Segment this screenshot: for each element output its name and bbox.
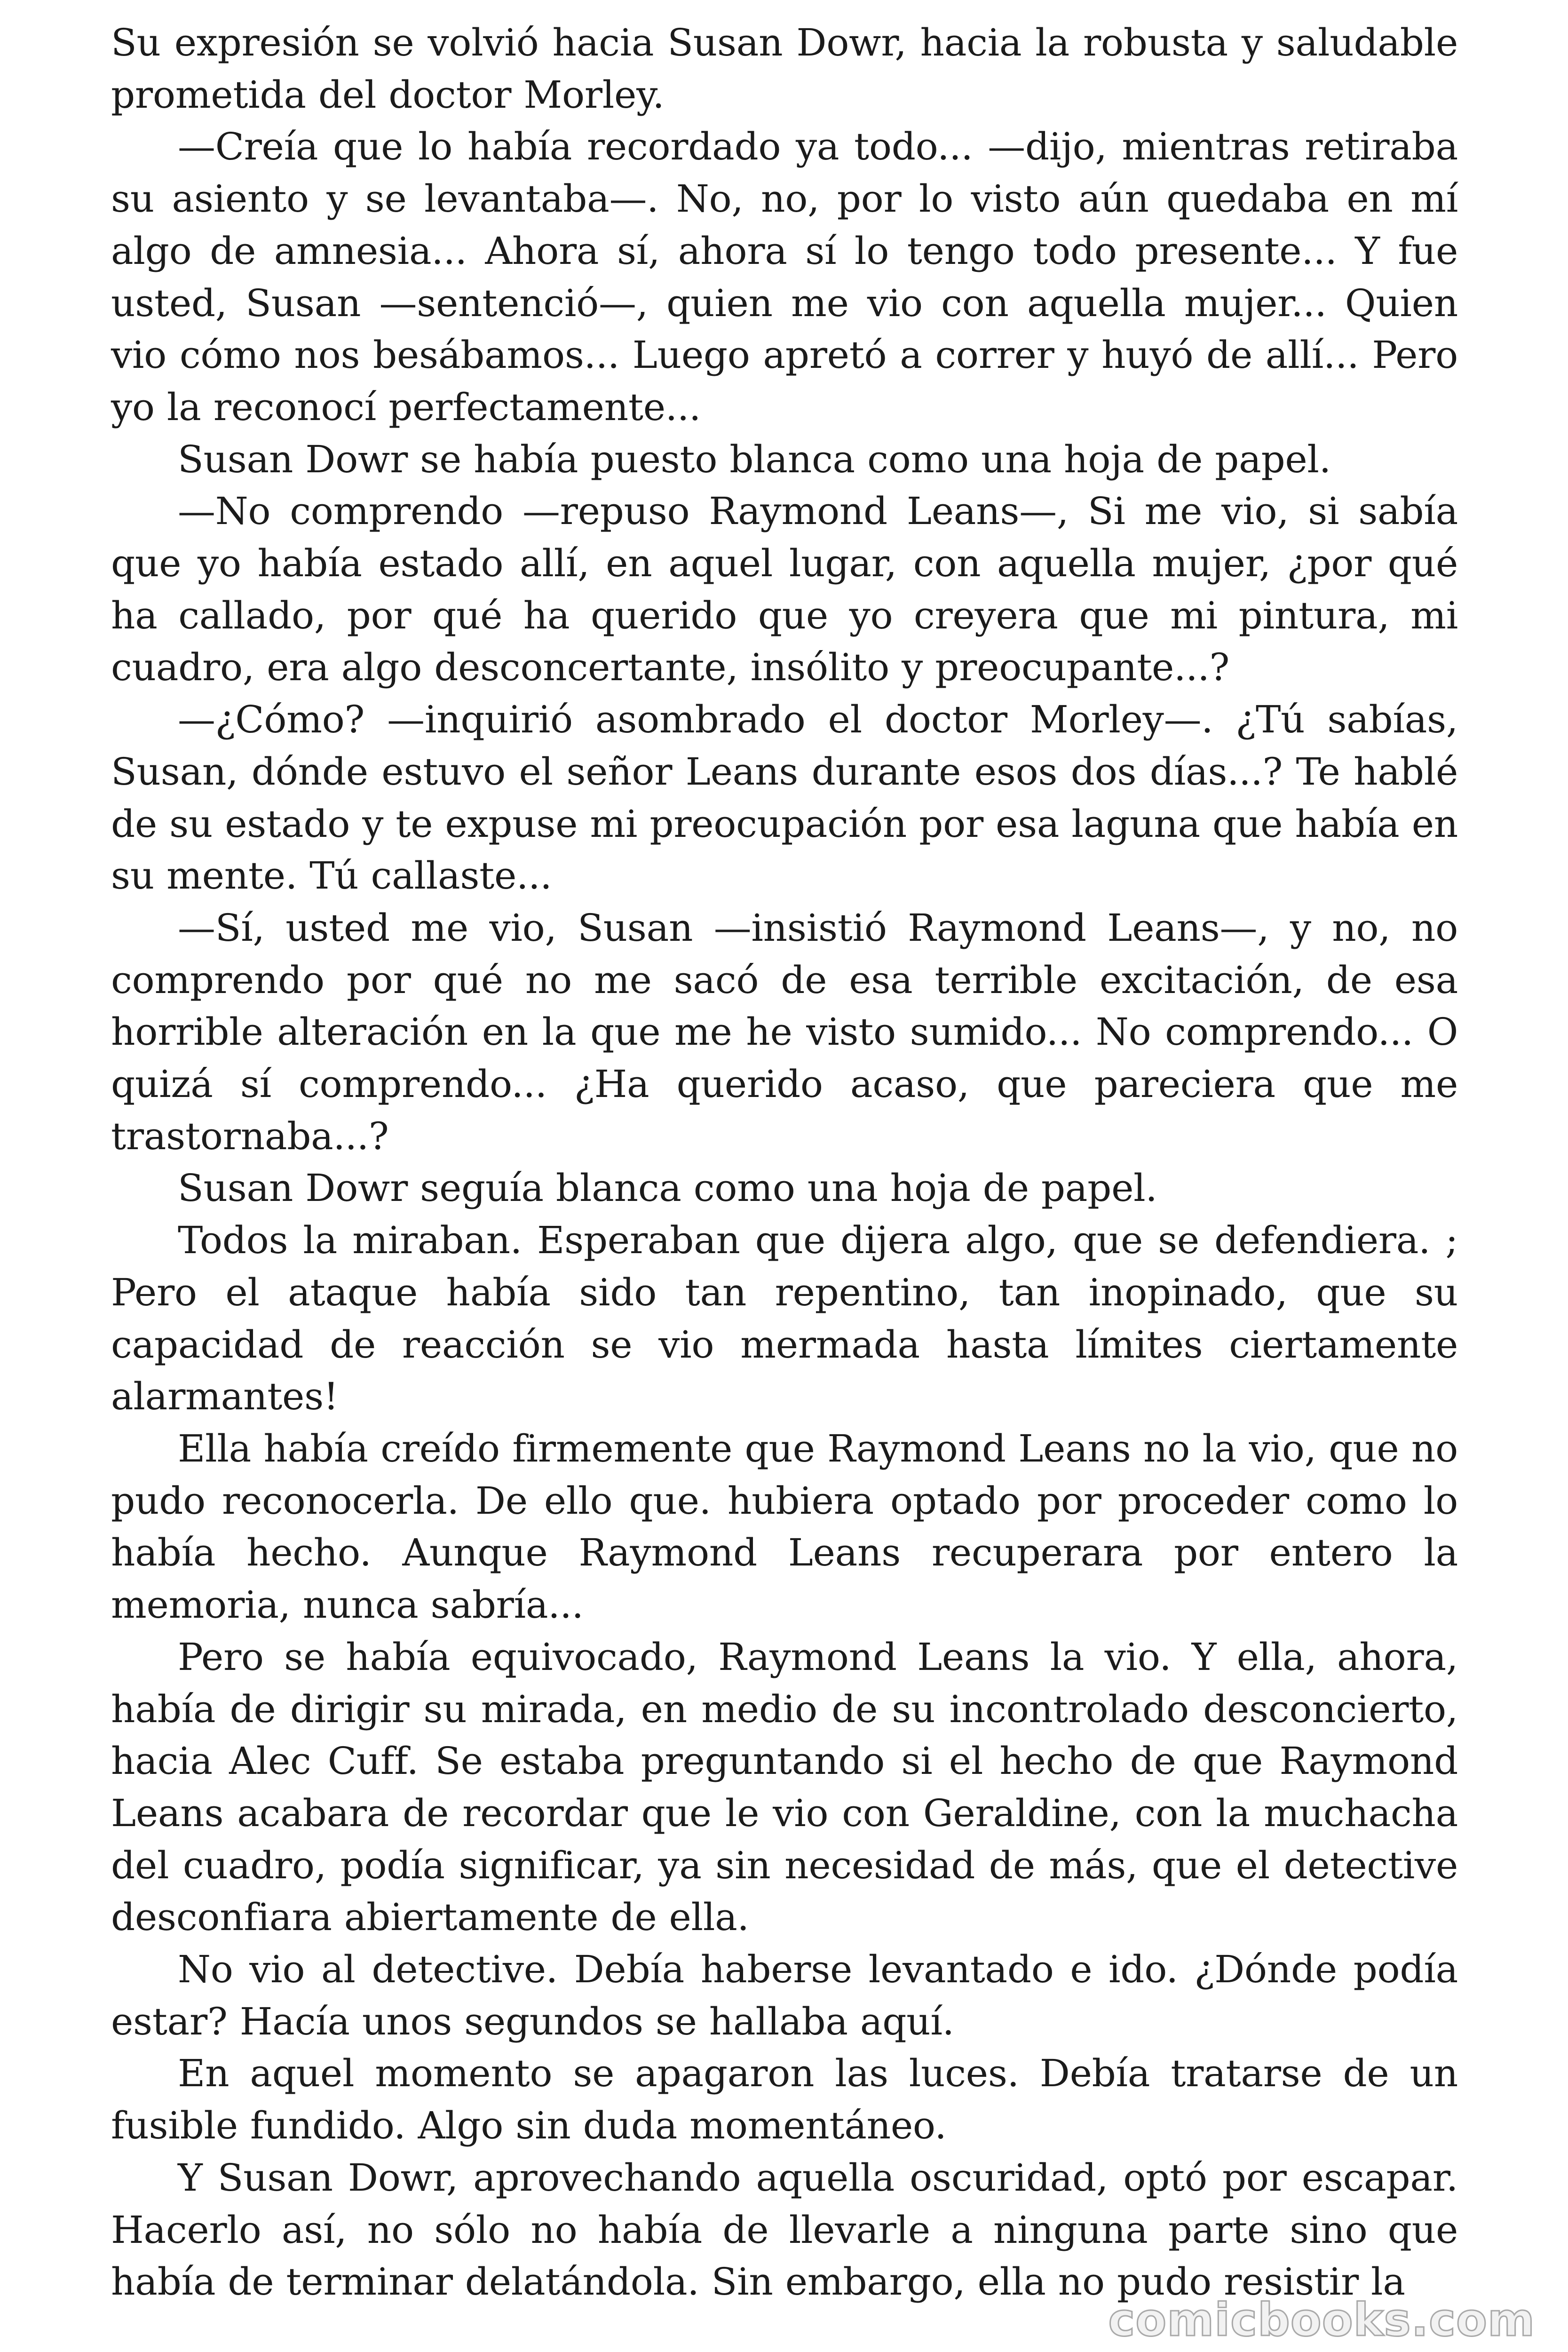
- paragraph: Ella había creído firmemente que Raymond Leans no la vio, que no pudo reconocerla. De ello que. hubiera optado por proceder como lo había hecho. Aunque Raymond Leans recuperara por entero la memoria, nunca sabría...: [111, 1426, 1458, 1627]
- paragraph: No vio al detective. Debía haberse levantado e ido. ¿Dónde podía estar? Hacía unos segundos se hallaba aquí.: [111, 1947, 1458, 2043]
- paragraph: Su expresión se volvió hacia Susan Dowr, hacia la robusta y saludable prometida del doctor Morley.: [111, 21, 1458, 117]
- paragraph: —¿Cómo? —inquirió asombrado el doctor Morley—. ¿Tú sabías, Susan, dónde estuvo el señor Leans durante esos dos días...? Te hablé de su estado y te expuse mi preocupación por esa laguna que había en su mente. Tú callaste...: [111, 698, 1458, 898]
- page-body-text: [111, 17, 1458, 2308]
- watermark: comicbooks.com: [1108, 2294, 1535, 2346]
- paragraph: Pero se había equivocado, Raymond Leans la vio. Y ella, ahora, había de dirigir su mirada, en medio de su incontrolado desconcierto, hacia Alec Cuff. Se estaba preguntando si el hecho de que Raymond Leans acabara de recordar que le vio con Geraldine, con la muchacha del cuadro, podía significar, ya sin necesidad de más, que el detective desconfiara abiertamente de ella.: [111, 1635, 1458, 1939]
- paragraph: Y Susan Dowr, aprovechando aquella oscuridad, optó por escapar. Hacerlo así, no sólo no había de llevarle a ninguna parte sino que había de terminar delatándola. Sin embargo, ella no pudo resistir la: [111, 2155, 1458, 2304]
- paragraph: —Sí, usted me vio, Susan —insistió Raymond Leans—, y no, no comprendo por qué no me sacó de esa terrible excitación, de esa horrible alteración en la que me he visto sumido... No comprendo... O quizá sí comprendo... ¿Ha querido acaso, que pareciera que me trastornaba...?: [111, 906, 1458, 1158]
- paragraph: —Creía que lo había recordado ya todo... —dijo, mientras retiraba su asiento y se levantaba—. No, no, por lo visto aún quedaba en mí algo de amnesia... Ahora sí, ahora sí lo tengo todo presente... Y fue usted, Susan —sentenció—, quien me vio con aquella mujer... Quien vio cómo nos besábamos... Luego apretó a correr y huyó de allí... Pero yo la reconocí perfectamente...: [111, 125, 1458, 429]
- paragraph: Susan Dowr se había puesto blanca como una hoja de papel.: [178, 437, 1331, 481]
- paragraph: Susan Dowr seguía blanca como una hoja de papel.: [178, 1166, 1157, 1210]
- paragraph: —No comprendo —repuso Raymond Leans—, Si me vio, si sabía que yo había estado allí, en aquel lugar, con aquella mujer, ¿por qué ha callado, por qué ha querido que yo creyera que mi pintura, mi cuadro, era algo desconcertante, insólito y preocupante...?: [111, 489, 1458, 690]
- paragraph: Todos la miraban. Esperaban que dijera algo, que se defendiera. ; Pero el ataque había sido tan repentino, tan inopinado, que su capacidad de reacción se vio mermada hasta límites ciertamente alarmantes!: [111, 1218, 1458, 1419]
- paragraph: En aquel momento se apagaron las luces. Debía tratarse de un fusible fundido. Algo sin duda momentáneo.: [111, 2051, 1458, 2148]
